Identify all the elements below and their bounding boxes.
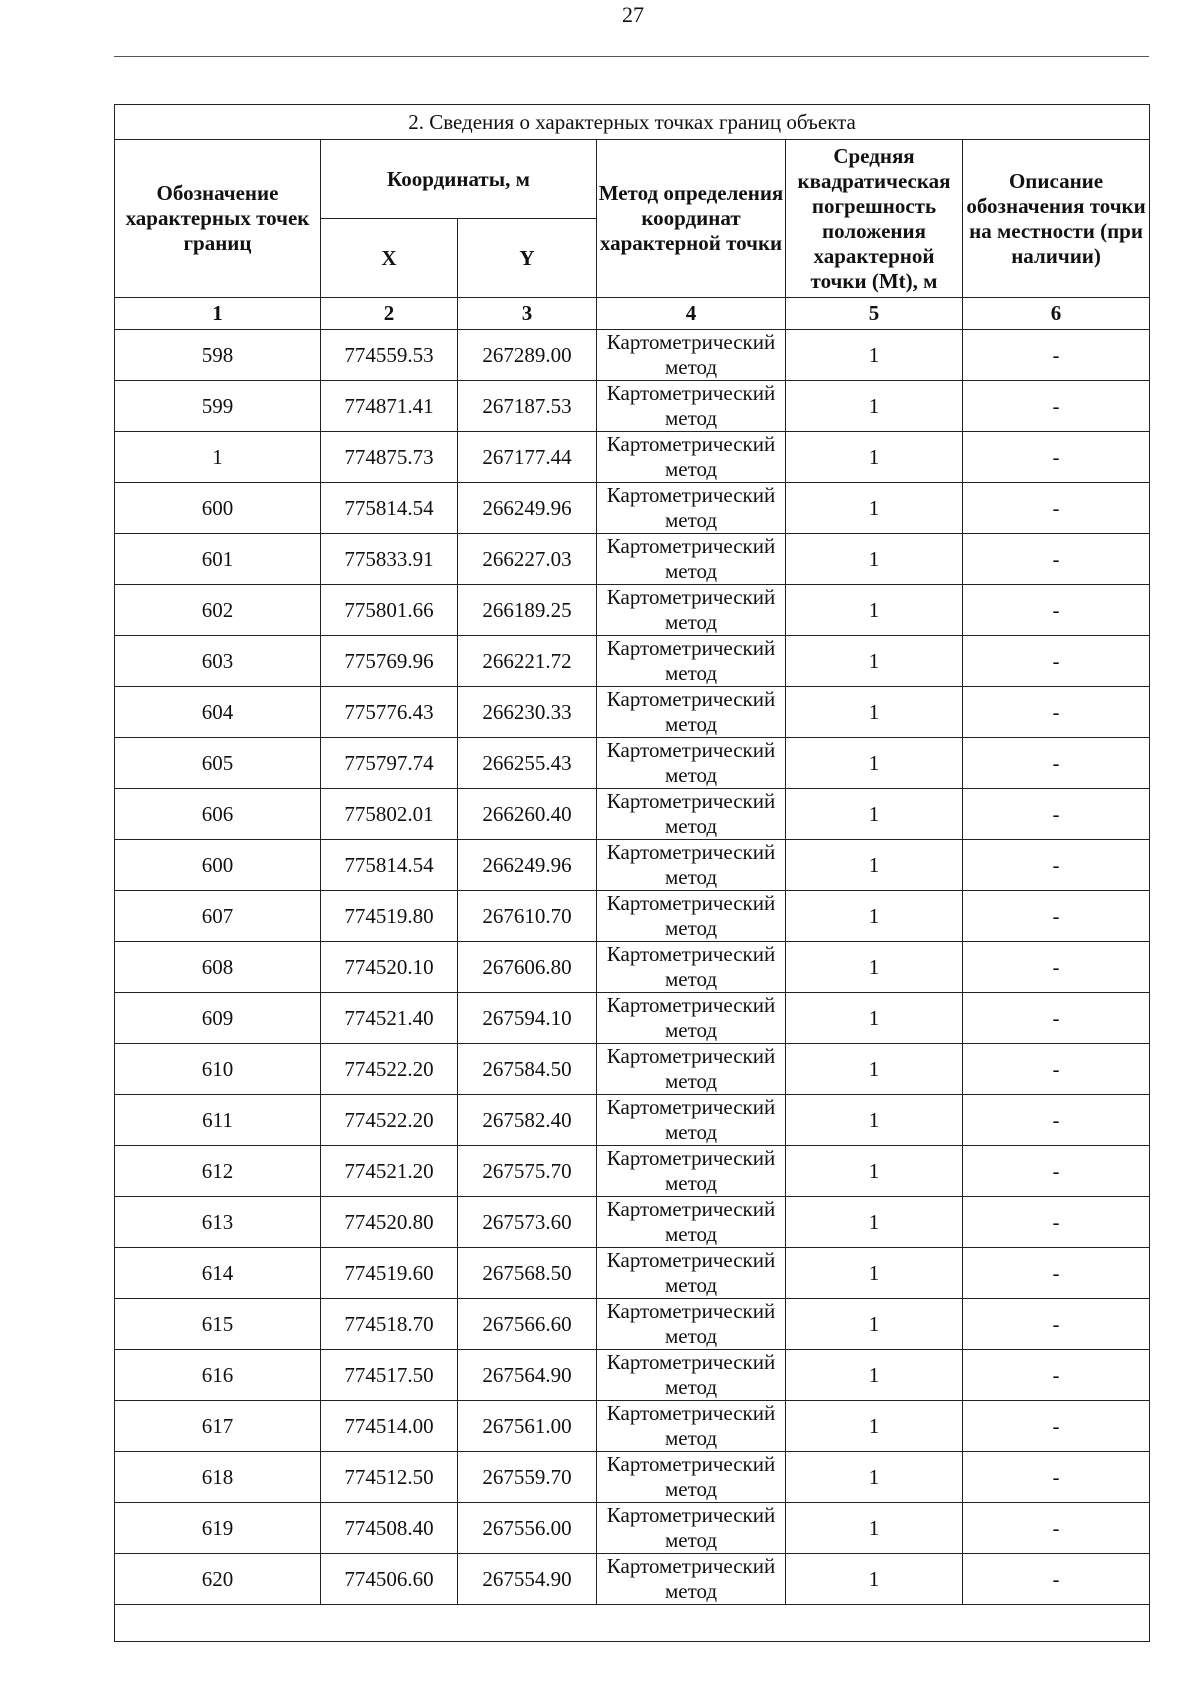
header-point-designation: Обозначение характерных точек границ [115, 140, 321, 298]
mt-cell: 1 [786, 636, 963, 687]
point-cell: 617 [115, 1401, 321, 1452]
x-cell: 775776.43 [321, 687, 458, 738]
x-cell: 775801.66 [321, 585, 458, 636]
method-cell [597, 840, 786, 891]
y-cell: 267573.60 [458, 1197, 597, 1248]
method-line: Картометрический [606, 1554, 776, 1578]
table-row [115, 1401, 1150, 1452]
point-cell: 600 [115, 840, 321, 891]
mt-cell: 1 [786, 585, 963, 636]
point-cell: 601 [115, 534, 321, 585]
point-cell: 616 [115, 1350, 321, 1401]
y-cell: 267177.44 [458, 432, 597, 483]
point-cell: 604 [115, 687, 321, 738]
method-line: метод [664, 1120, 718, 1144]
method-line: метод [664, 610, 718, 634]
method-line: метод [664, 1069, 718, 1093]
description-cell: - [963, 738, 1150, 789]
method-line: Картометрический [606, 483, 776, 507]
method-line: Картометрический [606, 1350, 776, 1374]
method-cell [597, 585, 786, 636]
method-line: метод [664, 763, 718, 787]
method-cell [597, 432, 786, 483]
mt-cell: 1 [786, 483, 963, 534]
method-cell [597, 1044, 786, 1095]
mt-cell: 1 [786, 687, 963, 738]
point-cell: 618 [115, 1452, 321, 1503]
description-cell: - [963, 585, 1150, 636]
mt-cell: 1 [786, 1452, 963, 1503]
table-row [115, 1299, 1150, 1350]
x-cell: 774559.53 [321, 330, 458, 381]
x-cell: 774520.80 [321, 1197, 458, 1248]
table-row [115, 1554, 1150, 1605]
point-cell: 607 [115, 891, 321, 942]
y-cell: 267564.90 [458, 1350, 597, 1401]
table-row [115, 1248, 1150, 1299]
point-cell: 605 [115, 738, 321, 789]
x-cell: 774522.20 [321, 1095, 458, 1146]
method-line: Картометрический [606, 585, 776, 609]
column-number: 4 [597, 298, 786, 330]
point-cell: 608 [115, 942, 321, 993]
y-cell: 267606.80 [458, 942, 597, 993]
description-cell: - [963, 1299, 1150, 1350]
method-line: Картометрический [606, 942, 776, 966]
method-line: Картометрический [606, 432, 776, 456]
method-line: Картометрический [606, 1197, 776, 1221]
point-cell: 620 [115, 1554, 321, 1605]
header-coordinates: Координаты, м [321, 140, 597, 219]
method-line: метод [664, 355, 718, 379]
y-cell: 266230.33 [458, 687, 597, 738]
x-cell: 774522.20 [321, 1044, 458, 1095]
x-cell: 774508.40 [321, 1503, 458, 1554]
mt-cell: 1 [786, 1350, 963, 1401]
x-cell: 774514.00 [321, 1401, 458, 1452]
mt-cell: 1 [786, 1095, 963, 1146]
method-line: метод [664, 1477, 718, 1501]
table-row [115, 1044, 1150, 1095]
method-line: Картометрический [606, 1452, 776, 1476]
method-cell [597, 1350, 786, 1401]
x-cell: 774871.41 [321, 381, 458, 432]
table-footer-row [115, 1605, 1150, 1642]
description-cell: - [963, 1095, 1150, 1146]
mt-cell: 1 [786, 534, 963, 585]
method-line: метод [664, 814, 718, 838]
point-cell: 603 [115, 636, 321, 687]
column-numbers-row [115, 298, 1150, 330]
y-cell: 267610.70 [458, 891, 597, 942]
x-cell: 775802.01 [321, 789, 458, 840]
table-row [115, 585, 1150, 636]
method-line: Картометрический [606, 1503, 776, 1527]
method-line: метод [664, 1324, 718, 1348]
header-description: Описание обозначения точки на местности (при наличии) [963, 140, 1150, 298]
method-cell [597, 1197, 786, 1248]
description-cell: - [963, 483, 1150, 534]
table-row [115, 942, 1150, 993]
table-row [115, 738, 1150, 789]
description-cell: - [963, 789, 1150, 840]
mt-cell: 1 [786, 942, 963, 993]
y-cell: 267554.90 [458, 1554, 597, 1605]
description-cell: - [963, 636, 1150, 687]
x-cell: 774875.73 [321, 432, 458, 483]
method-line: метод [664, 1426, 718, 1450]
x-cell: 774521.20 [321, 1146, 458, 1197]
table-row [115, 330, 1150, 381]
description-cell: - [963, 687, 1150, 738]
point-cell: 609 [115, 993, 321, 1044]
method-cell [597, 789, 786, 840]
table-row [115, 993, 1150, 1044]
method-line: метод [664, 1273, 718, 1297]
column-number: 1 [115, 298, 321, 330]
method-line: Картометрический [606, 789, 776, 813]
mt-cell: 1 [786, 1299, 963, 1350]
method-line: Картометрический [606, 636, 776, 660]
method-line: Картометрический [606, 1248, 776, 1272]
method-cell [597, 1503, 786, 1554]
method-line: метод [664, 967, 718, 991]
y-cell: 266260.40 [458, 789, 597, 840]
point-cell: 610 [115, 1044, 321, 1095]
mt-cell: 1 [786, 432, 963, 483]
mt-cell: 1 [786, 330, 963, 381]
mt-cell: 1 [786, 1248, 963, 1299]
method-cell [597, 1146, 786, 1197]
column-number: 6 [963, 298, 1150, 330]
description-cell: - [963, 1350, 1150, 1401]
y-cell: 267566.60 [458, 1299, 597, 1350]
point-cell: 613 [115, 1197, 321, 1248]
table-row [115, 1503, 1150, 1554]
method-cell [597, 942, 786, 993]
point-cell: 611 [115, 1095, 321, 1146]
y-cell: 267187.53 [458, 381, 597, 432]
method-line: Картометрический [606, 534, 776, 558]
method-cell [597, 891, 786, 942]
point-cell: 602 [115, 585, 321, 636]
y-cell: 266227.03 [458, 534, 597, 585]
x-cell: 774519.60 [321, 1248, 458, 1299]
y-cell: 267582.40 [458, 1095, 597, 1146]
method-cell [597, 1095, 786, 1146]
column-number: 2 [321, 298, 458, 330]
y-cell: 267561.00 [458, 1401, 597, 1452]
method-cell [597, 1299, 786, 1350]
point-cell: 606 [115, 789, 321, 840]
column-number: 3 [458, 298, 597, 330]
table-row [115, 1146, 1150, 1197]
method-line: метод [664, 1528, 718, 1552]
point-cell: 1 [115, 432, 321, 483]
method-line: метод [664, 1222, 718, 1246]
y-cell: 266255.43 [458, 738, 597, 789]
method-cell [597, 993, 786, 1044]
header-x: X [321, 219, 458, 298]
method-line: метод [664, 1171, 718, 1195]
point-cell: 598 [115, 330, 321, 381]
x-cell: 774521.40 [321, 993, 458, 1044]
x-cell: 774512.50 [321, 1452, 458, 1503]
y-cell: 266249.96 [458, 483, 597, 534]
description-cell: - [963, 534, 1150, 585]
header-y: Y [458, 219, 597, 298]
method-line: Картометрический [606, 1299, 776, 1323]
x-cell: 775769.96 [321, 636, 458, 687]
table-row [115, 483, 1150, 534]
method-line: Картометрический [606, 1095, 776, 1119]
mt-cell: 1 [786, 993, 963, 1044]
method-cell [597, 381, 786, 432]
method-line: метод [664, 661, 718, 685]
point-cell: 615 [115, 1299, 321, 1350]
method-line: Картометрический [606, 840, 776, 864]
column-number: 5 [786, 298, 963, 330]
description-cell: - [963, 1452, 1150, 1503]
header-rule [114, 56, 1149, 57]
method-cell [597, 1401, 786, 1452]
mt-cell: 1 [786, 789, 963, 840]
description-cell: - [963, 1044, 1150, 1095]
point-cell: 612 [115, 1146, 321, 1197]
table-row [115, 636, 1150, 687]
y-cell: 267559.70 [458, 1452, 597, 1503]
method-line: метод [664, 457, 718, 481]
y-cell: 267568.50 [458, 1248, 597, 1299]
method-line: метод [664, 712, 718, 736]
method-line: Картометрический [606, 330, 776, 354]
method-cell [597, 534, 786, 585]
y-cell: 267594.10 [458, 993, 597, 1044]
method-cell [597, 483, 786, 534]
point-cell: 619 [115, 1503, 321, 1554]
x-cell: 774506.60 [321, 1554, 458, 1605]
method-line: Картометрический [606, 738, 776, 762]
table-footer-cell [115, 1605, 1150, 1642]
description-cell: - [963, 1401, 1150, 1452]
x-cell: 775814.54 [321, 840, 458, 891]
table-row [115, 432, 1150, 483]
table-row [115, 534, 1150, 585]
x-cell: 774520.10 [321, 942, 458, 993]
table-row [115, 789, 1150, 840]
method-line: Картометрический [606, 687, 776, 711]
method-line: метод [664, 1375, 718, 1399]
method-line: Картометрический [606, 1401, 776, 1425]
method-cell [597, 1452, 786, 1503]
method-cell [597, 636, 786, 687]
table-body [115, 330, 1150, 1605]
method-line: метод [664, 1579, 718, 1603]
method-cell [597, 738, 786, 789]
section-title: 2. Сведения о характерных точках границ объекта [115, 105, 1150, 140]
description-cell: - [963, 381, 1150, 432]
method-line: метод [664, 1018, 718, 1042]
table-row [115, 381, 1150, 432]
point-cell: 600 [115, 483, 321, 534]
y-cell: 267584.50 [458, 1044, 597, 1095]
x-cell: 775797.74 [321, 738, 458, 789]
method-cell [597, 1248, 786, 1299]
table-row [115, 1095, 1150, 1146]
header-method: Метод определения координат характерной точки [597, 140, 786, 298]
table-row [115, 687, 1150, 738]
table-row [115, 1350, 1150, 1401]
description-cell: - [963, 942, 1150, 993]
x-cell: 774519.80 [321, 891, 458, 942]
y-cell: 267556.00 [458, 1503, 597, 1554]
method-line: метод [664, 559, 718, 583]
description-cell: - [963, 1197, 1150, 1248]
y-cell: 267289.00 [458, 330, 597, 381]
description-cell: - [963, 993, 1150, 1044]
description-cell: - [963, 840, 1150, 891]
table-row [115, 891, 1150, 942]
method-cell [597, 1554, 786, 1605]
point-cell: 614 [115, 1248, 321, 1299]
description-cell: - [963, 432, 1150, 483]
method-cell [597, 687, 786, 738]
mt-cell: 1 [786, 1146, 963, 1197]
method-cell [597, 330, 786, 381]
boundary-points-table [114, 104, 1150, 1642]
method-line: Картометрический [606, 891, 776, 915]
description-cell: - [963, 330, 1150, 381]
y-cell: 267575.70 [458, 1146, 597, 1197]
mt-cell: 1 [786, 1197, 963, 1248]
description-cell: - [963, 1248, 1150, 1299]
method-line: Картометрический [606, 381, 776, 405]
mt-cell: 1 [786, 840, 963, 891]
table-row [115, 1197, 1150, 1248]
mt-cell: 1 [786, 1044, 963, 1095]
y-cell: 266189.25 [458, 585, 597, 636]
table-row [115, 840, 1150, 891]
method-line: Картометрический [606, 1146, 776, 1170]
x-cell: 774518.70 [321, 1299, 458, 1350]
method-line: Картометрический [606, 993, 776, 1017]
y-cell: 266249.96 [458, 840, 597, 891]
mt-cell: 1 [786, 1503, 963, 1554]
description-cell: - [963, 1503, 1150, 1554]
mt-cell: 1 [786, 1554, 963, 1605]
method-line: метод [664, 508, 718, 532]
x-cell: 775833.91 [321, 534, 458, 585]
mt-cell: 1 [786, 381, 963, 432]
method-line: метод [664, 916, 718, 940]
method-line: Картометрический [606, 1044, 776, 1068]
description-cell: - [963, 1554, 1150, 1605]
method-line: метод [664, 406, 718, 430]
mt-cell: 1 [786, 738, 963, 789]
y-cell: 266221.72 [458, 636, 597, 687]
mt-cell: 1 [786, 1401, 963, 1452]
point-cell: 599 [115, 381, 321, 432]
description-cell: - [963, 891, 1150, 942]
header-mean-error: Средняя квадратическая погрешность положения характерной точки (Mt), м [786, 140, 963, 298]
table-row [115, 1452, 1150, 1503]
page-number: 27 [622, 2, 644, 27]
x-cell: 775814.54 [321, 483, 458, 534]
method-line: метод [664, 865, 718, 889]
mt-cell: 1 [786, 891, 963, 942]
description-cell: - [963, 1146, 1150, 1197]
x-cell: 774517.50 [321, 1350, 458, 1401]
